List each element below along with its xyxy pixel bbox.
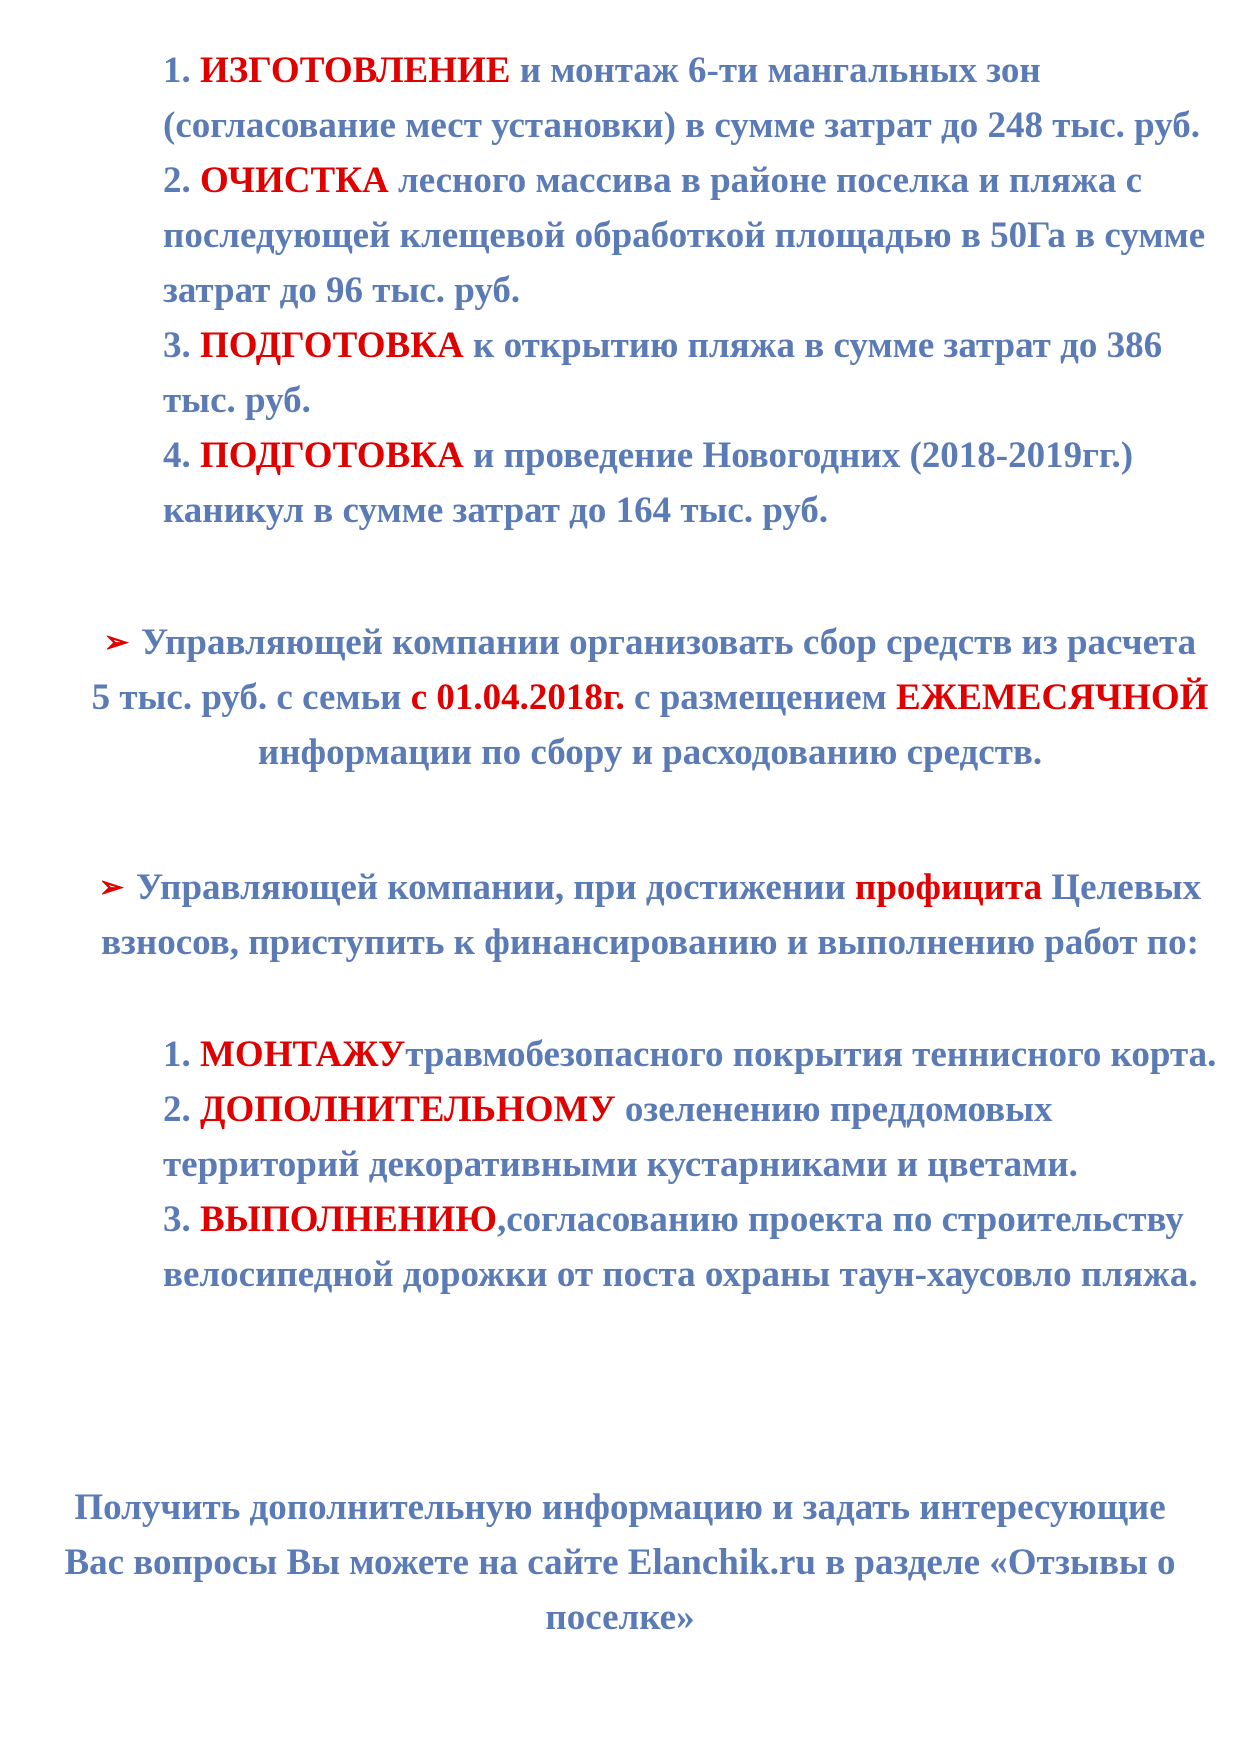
footer-text: Получить дополнительную информацию и задать интересующие Вас вопросы Вы можете на сайте Elanchik.ru в разделе «Отзывы о поселке» bbox=[64, 1487, 1176, 1638]
works-item-2: 2. ОЧИСТКА лесного массива в районе поселка и пляжа с последующей клещевой обработкой площадью в 50Га в сумме затрат до 96 тыс. руб. bbox=[163, 160, 1206, 311]
surplus-works-list bbox=[163, 1027, 1223, 1302]
surplus-item-2: 2. ДОПОЛНИТЕЛЬНОМУ озеленению преддомовых территорий декоративными кустарниками и цветами. bbox=[163, 1089, 1078, 1185]
works-item-3: 3. ПОДГОТОВКА к открытию пляжа в сумме затрат до 386 тыс. руб. bbox=[163, 325, 1163, 421]
arrow-bullet-icon: ➢ bbox=[98, 871, 125, 904]
footer-info bbox=[40, 1480, 1200, 1645]
works-item-4: 4. ПОДГОТОВКА и проведение Новогодних (2018-2019гг.) каникул в сумме затрат до 164 тыс. руб. bbox=[163, 435, 1134, 531]
surplus-item-1: 1. МОНТАЖУтравмобезопасного покрытия теннисного корта. bbox=[163, 1034, 1217, 1075]
arrow-bullet-icon: ➢ bbox=[103, 626, 129, 659]
surplus-bullet bbox=[90, 860, 1210, 970]
fund-collection-text: ➢ Управляющей компании организовать сбор средств из расчета 5 тыс. руб. с семьи с 01.04.2018г. с размещением ЕЖЕМЕСЯЧНОЙ информации по сбору и расходованию средств. bbox=[90, 615, 1210, 780]
works-item-1: 1. ИЗГОТОВЛЕНИЕ и монтаж 6-ти мангальных зон (согласование мест установки) в сумме затрат до 248 тыс. руб. bbox=[163, 50, 1201, 146]
surplus-text: ➢ Управляющей компании, при достижении профицита Целевых взносов, приступить к финансированию и выполнению работ по: bbox=[90, 860, 1210, 970]
surplus-item-3: 3. ВЫПОЛНЕНИЮ,согласованию проекта по строительству велосипедной дорожки от поста охраны таун-хаусовло пляжа. bbox=[163, 1199, 1198, 1295]
works-list bbox=[163, 43, 1223, 538]
fund-collection-bullet bbox=[90, 615, 1210, 780]
